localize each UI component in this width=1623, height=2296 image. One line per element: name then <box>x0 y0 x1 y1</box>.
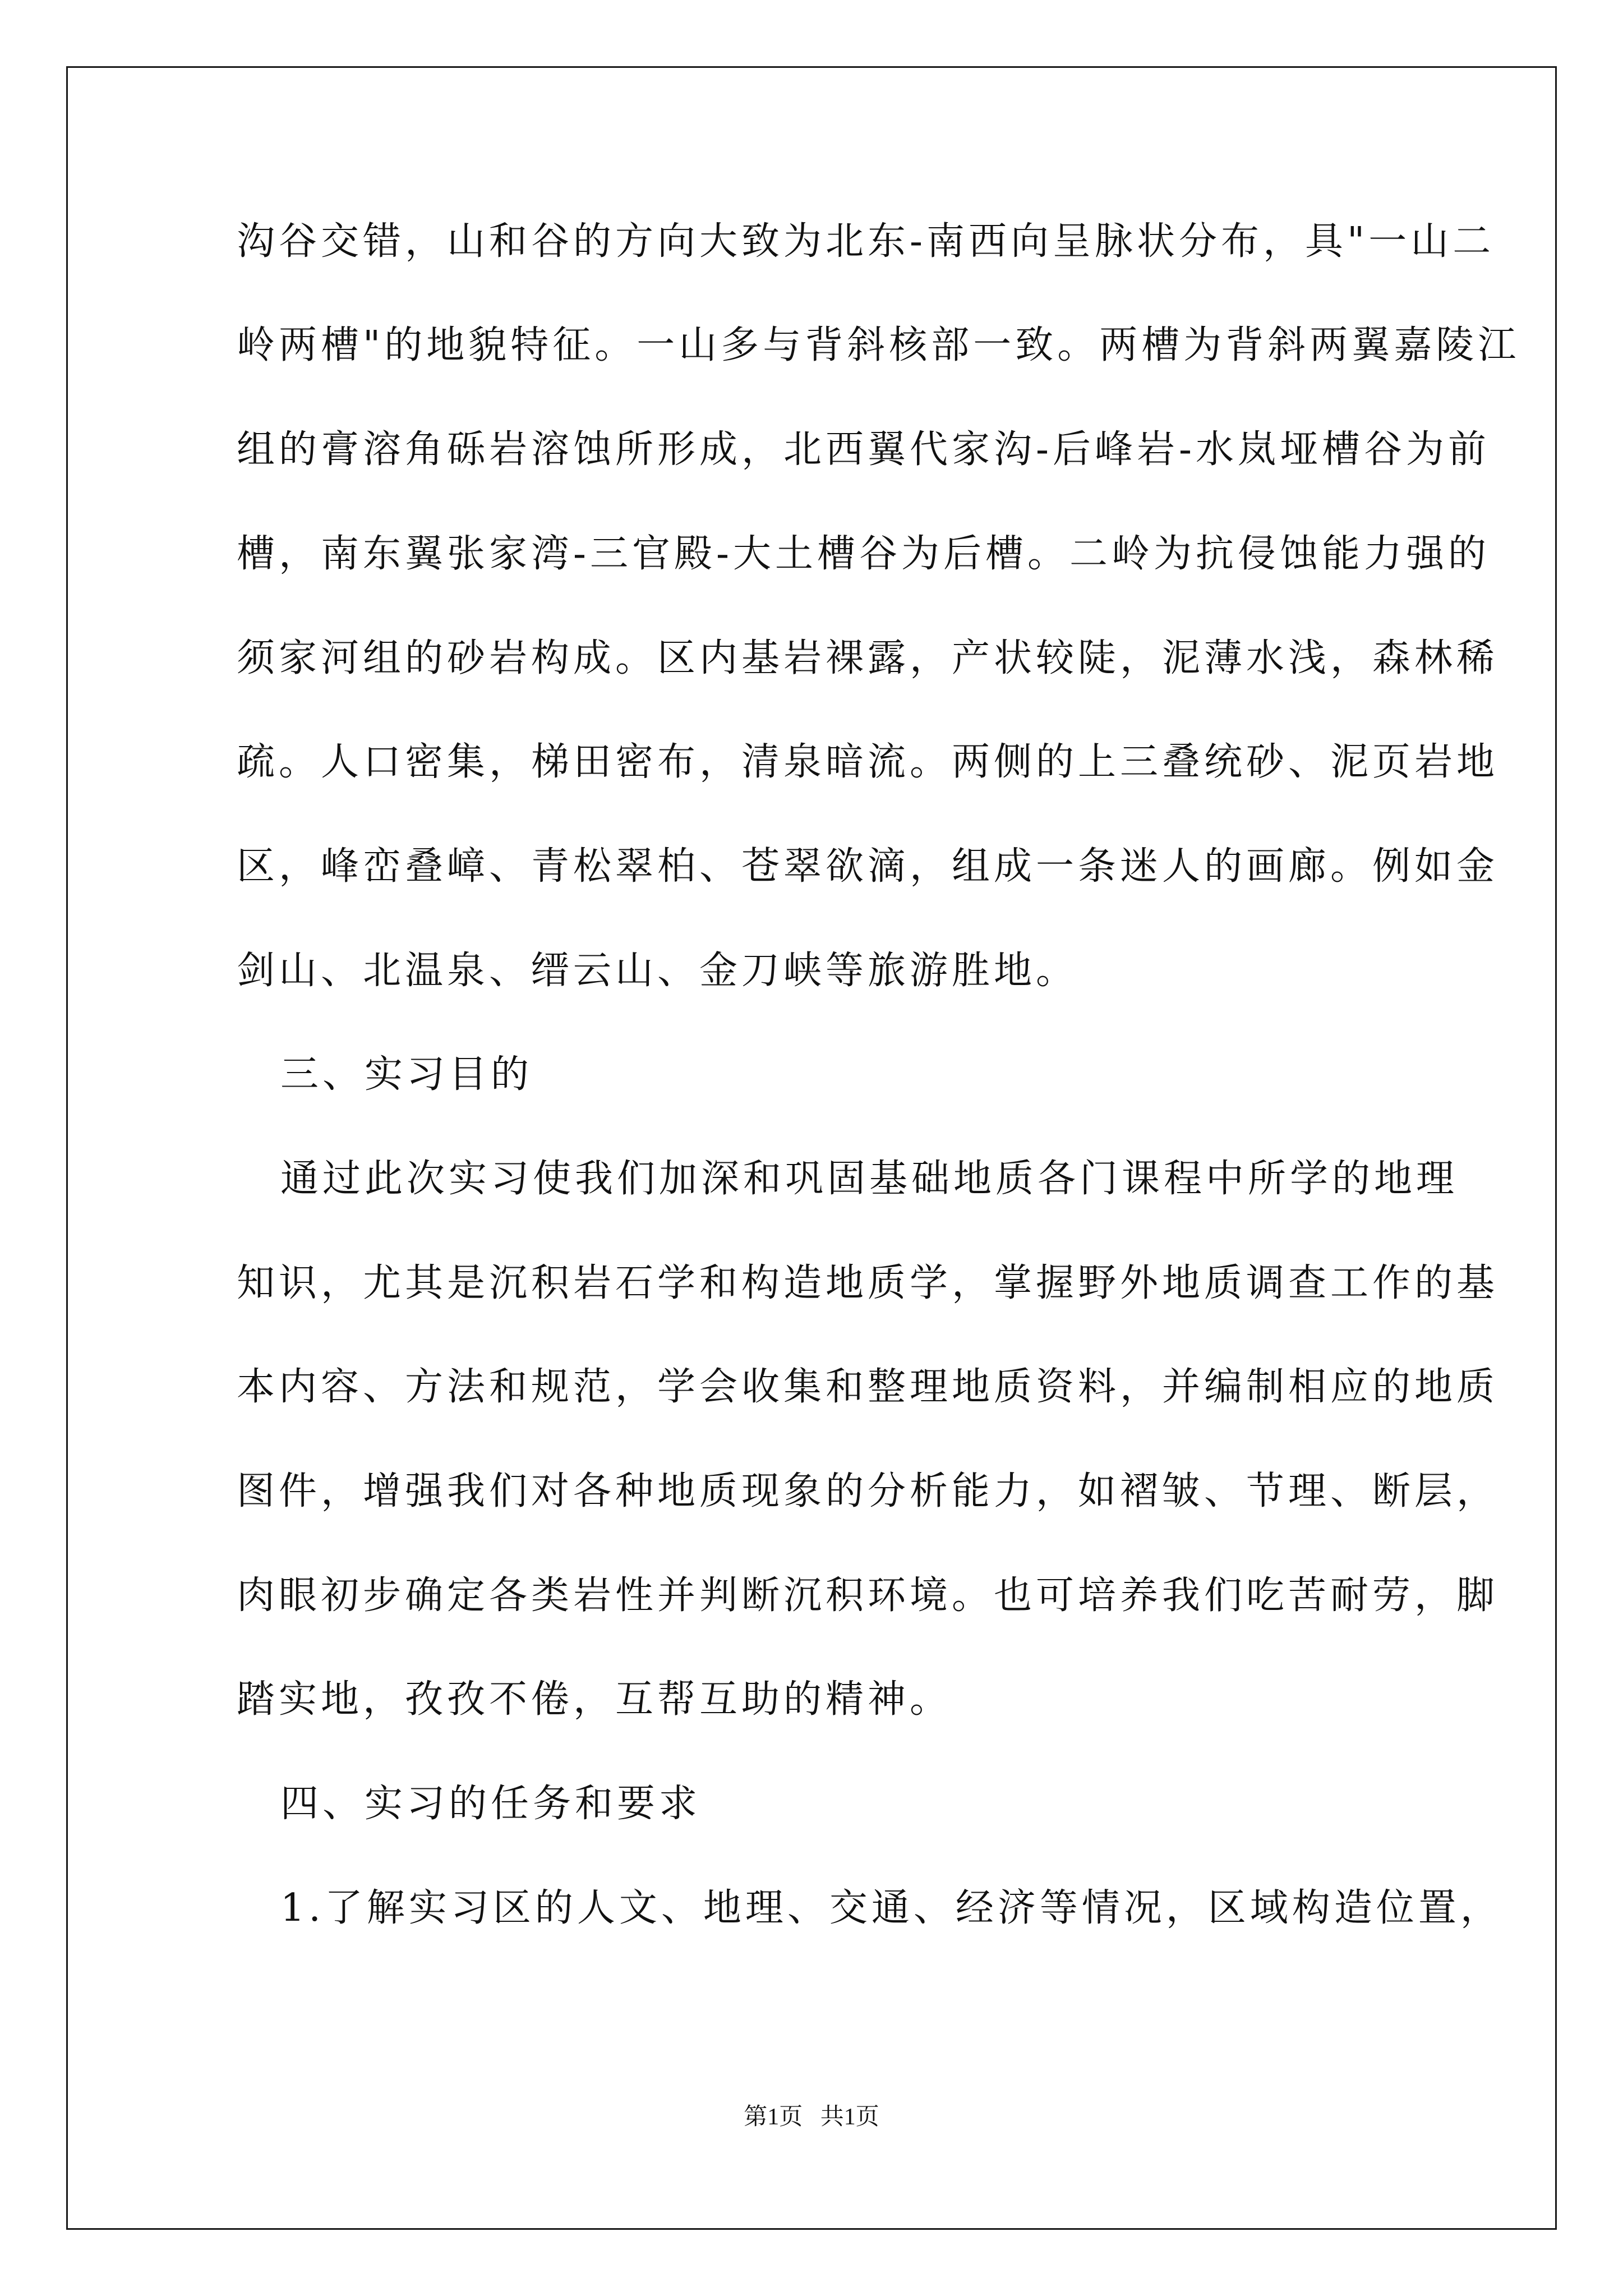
body-text-line: 踏实地，孜孜不倦，互帮互助的精神。 <box>237 1677 952 1722</box>
body-text-line: 图件，增强我们对各种地质现象的分析能力，如褶皱、节理、断层， <box>237 1469 1499 1513</box>
body-text-line: 肉眼初步确定各类岩性并判断沉积环境。也可培养我们吃苦耐劳，脚 <box>237 1573 1499 1618</box>
body-text-line: 组的膏溶角砾岩溶蚀所形成，北西翼代家沟-后峰岩-水岚垭槽谷为前 <box>237 427 1490 472</box>
body-text-line: 须家河组的砂岩构成。区内基岩裸露，产状较陡，泥薄水浅，森林稀 <box>237 636 1499 680</box>
body-text-line: 本内容、方法和规范，学会收集和整理地质资料，并编制相应的地质 <box>237 1365 1499 1409</box>
body-text-line: 区，峰峦叠嶂、青松翠柏、苍翠欲滴，组成一条迷人的画廊。例如金 <box>237 844 1499 889</box>
body-text-line: 槽，南东翼张家湾-三官殿-大土槽谷为后槽。二岭为抗侵蚀能力强的 <box>237 532 1490 576</box>
body-text-line: 知识，尤其是沉积岩石学和构造地质学，掌握野外地质调查工作的基 <box>237 1261 1499 1305</box>
body-text-line: 疏。人口密集，梯田密布，清泉暗流。两侧的上三叠统砂、泥页岩地 <box>237 740 1499 784</box>
body-text-line: 通过此次实习使我们加深和巩固基础地质各门课程中所学的地理 <box>280 1157 1459 1201</box>
section-heading: 三、实习目的 <box>280 1052 533 1097</box>
body-text-line: 岭两槽"的地貌特征。一山多与背斜核部一致。两槽为背斜两翼嘉陵江 <box>237 323 1520 367</box>
body-text-line: 1.了解实习区的人文、地理、交通、经济等情况，区域构造位置， <box>280 1886 1502 1930</box>
page-number-footer: 第1页 共1页 <box>744 2104 879 2130</box>
body-text-line: 沟谷交错，山和谷的方向大致为北东-南西向呈脉状分布，具"一山二 <box>237 219 1495 264</box>
section-heading: 四、实习的任务和要求 <box>280 1782 702 1826</box>
body-text-line: 剑山、北温泉、缙云山、金刀峡等旅游胜地。 <box>237 949 1078 993</box>
